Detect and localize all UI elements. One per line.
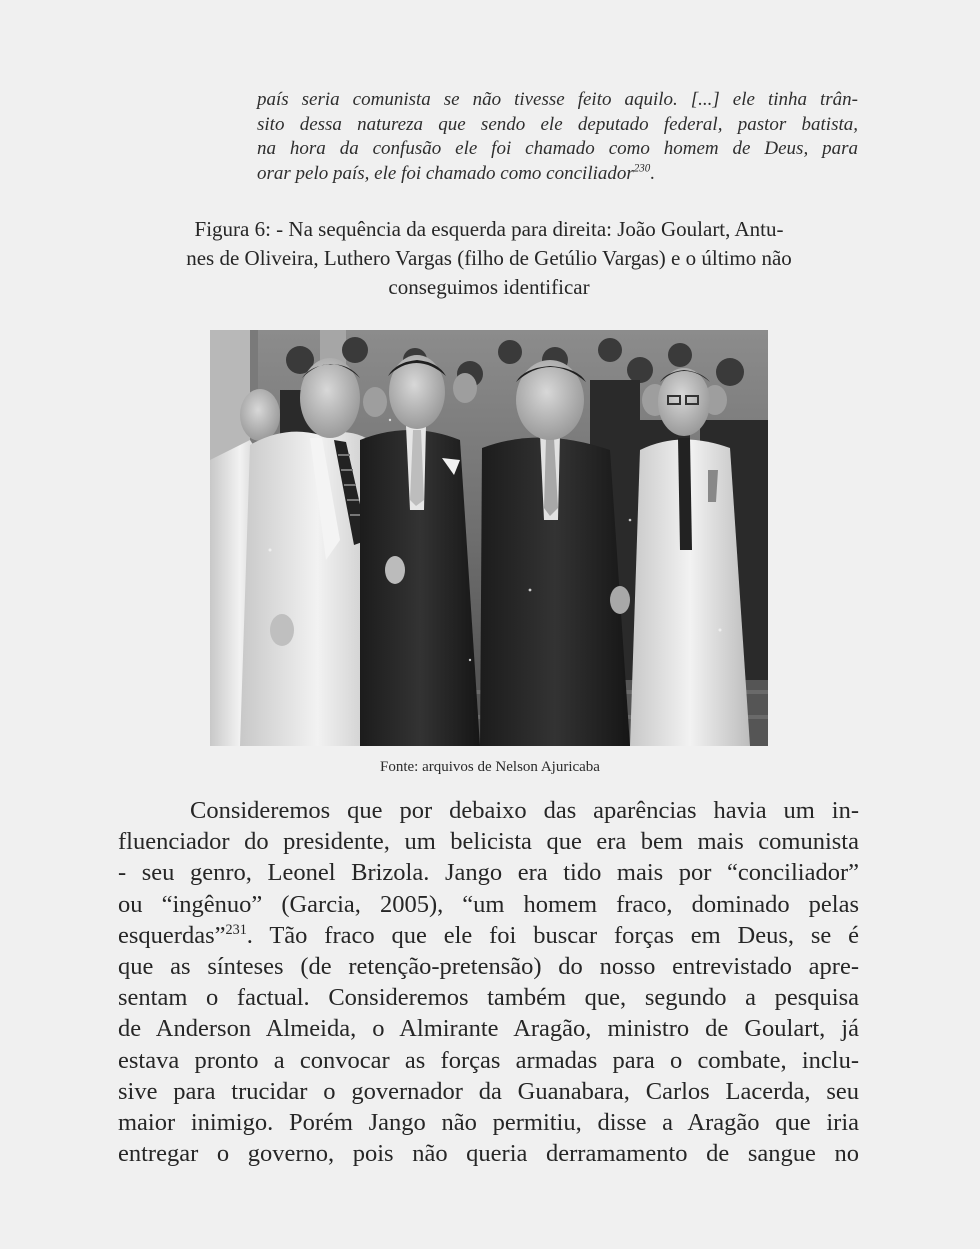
- body-line: Consideremos que por debaixo das aparências havia um in-: [190, 797, 859, 824]
- block-quote: [257, 88, 858, 186]
- footnote-ref[interactable]: 230: [633, 162, 651, 175]
- body-line: que as sínteses (de retenção-pretensão) do nosso entrevistado apre-: [118, 953, 859, 981]
- figure-caption: [118, 215, 860, 302]
- body-line: - seu genro, Leonel Brizola. Jango era tido mais por “conciliador”: [118, 859, 859, 887]
- photo-illustration: [210, 330, 768, 746]
- body-paragraph: [118, 795, 859, 1169]
- body-line: entregar o governo, pois não queria derramamento de sangue no: [118, 1140, 859, 1168]
- body-line: de Anderson Almeida, o Almirante Aragão, ministro de Goulart, já: [118, 1015, 859, 1043]
- quote-line: [257, 162, 858, 187]
- quote-line: na hora da confusão ele foi chamado como homem de Deus, para: [257, 138, 858, 159]
- footnote-ref[interactable]: 231: [225, 921, 247, 938]
- body-line: fluenciador do presidente, um belicista que era bem mais comunista: [118, 828, 859, 856]
- body-line: ou “ingênuo” (Garcia, 2005), “um homem fraco, dominado pelas: [118, 890, 859, 918]
- body-line: sentam o factual. Consideremos também que, segundo a pesquisa: [118, 984, 859, 1012]
- body-line: maior inimigo. Porém Jango não permitiu, disse a Aragão que iria: [118, 1109, 859, 1137]
- caption-line: conseguimos identificar: [388, 275, 590, 299]
- body-line-text: esquerdas”: [118, 921, 226, 949]
- historical-photo: [210, 330, 768, 746]
- quote-line: país seria comunista se não tivesse feito aquilo. [...] ele tinha trân-: [257, 89, 858, 110]
- figure-source: Fonte: arquivos de Nelson Ajuricaba: [380, 759, 600, 775]
- quote-end-punct: .: [650, 162, 656, 184]
- quote-line-text: orar pelo país, ele foi chamado como conciliador: [257, 162, 634, 184]
- body-line: sive para trucidar o governador da Guanabara, Carlos Lacerda, seu: [118, 1077, 859, 1105]
- quote-line: sito dessa natureza que sendo ele deputado federal, pastor batista,: [257, 113, 858, 135]
- body-line-text: . Tão fraco que ele foi buscar forças em Deus, se é: [246, 921, 859, 949]
- caption-line: Figura 6: - Na sequência da esquerda para direita: João Goulart, Antu-: [194, 217, 784, 241]
- body-line: [118, 920, 859, 951]
- body-line: estava pronto a convocar as forças armadas para o combate, inclu-: [118, 1046, 859, 1074]
- caption-line: nes de Oliveira, Luthero Vargas (filho de Getúlio Vargas) e o último não: [186, 246, 792, 270]
